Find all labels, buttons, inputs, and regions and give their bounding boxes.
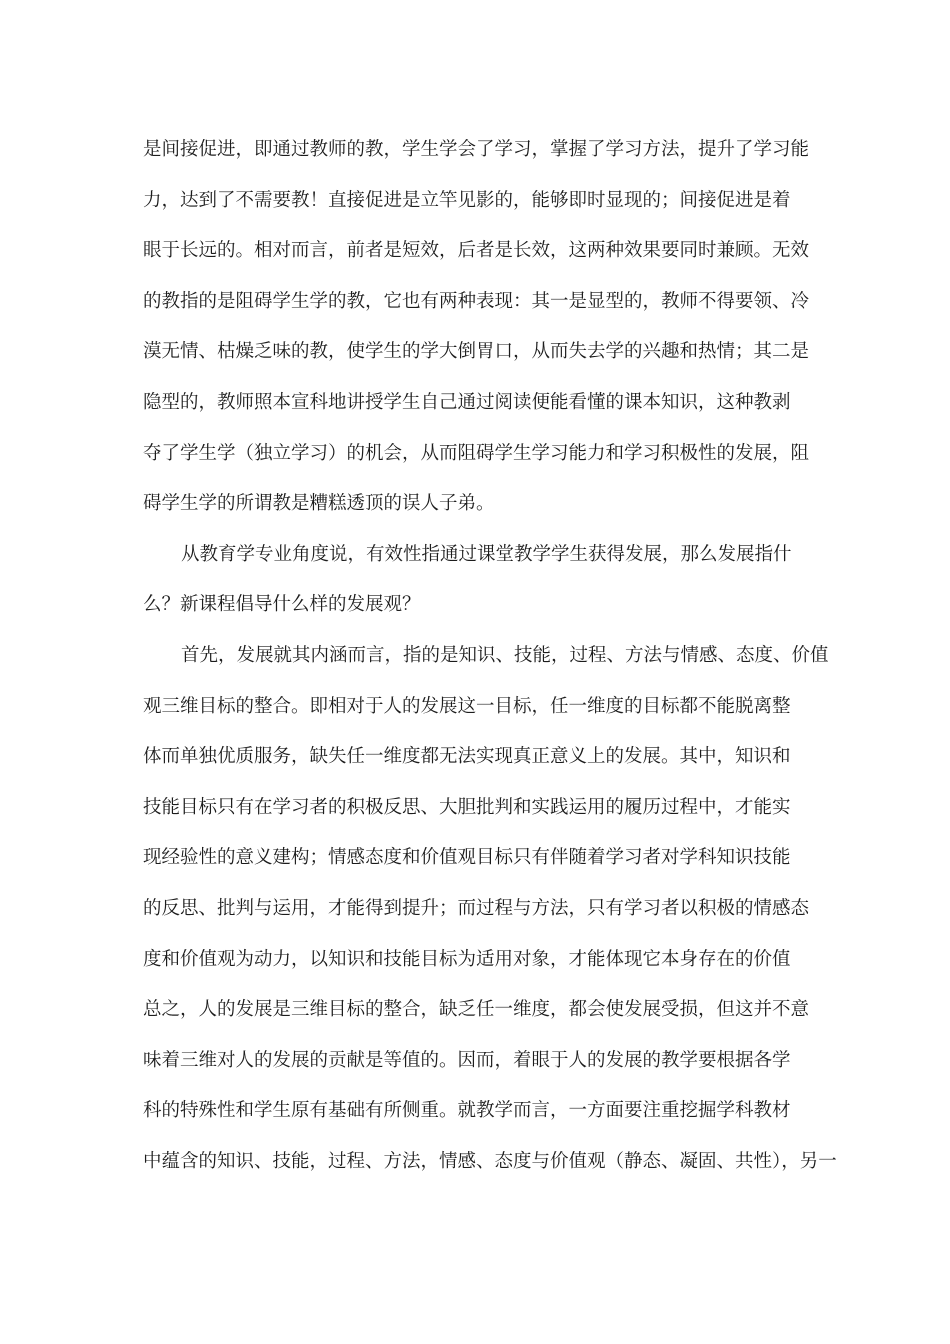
text-line: 观三维目标的整合。即相对于人的发展这一目标，任一维度的目标都不能脱离整 <box>143 695 791 717</box>
text-line: 科的特殊性和学生原有基础有所侧重。就教学而言，一方面要注重挖掘学科教材 <box>143 1100 791 1122</box>
text-line: 从教育学专业角度说，有效性指通过课堂教学学生获得发展，那么发展指什 <box>181 543 792 565</box>
text-line: 力，达到了不需要教！直接促进是立竿见影的，能够即时显现的；间接促进是着 <box>143 189 791 211</box>
body-text <box>143 125 837 1187</box>
text-line: 总之，人的发展是三维目标的整合，缺乏任一维度，都会使发展受损，但这并不意 <box>143 999 810 1021</box>
text-line: 眼于长远的。相对而言，前者是短效，后者是长效，这两种效果要同时兼顾。无效 <box>143 240 810 262</box>
text-line: 么？新课程倡导什么样的发展观？ <box>143 594 421 616</box>
text-line: 是间接促进，即通过教师的教，学生学会了学习，掌握了学习方法，提升了学习能 <box>143 139 810 160</box>
text-line: 技能目标只有在学习者的积极反思、大胆批判和实践运用的履历过程中，才能实 <box>143 796 791 818</box>
text-line: 味着三维对人的发展的贡献是等值的。因而，着眼于人的发展的教学要根据各学 <box>143 1049 791 1071</box>
text-line: 度和价值观为动力，以知识和技能目标为适用对象，才能体现它本身存在的价值 <box>143 948 791 970</box>
text-line: 碍学生学的所谓教是糟糕透顶的误人子弟。 <box>143 493 495 515</box>
text-line: 隐型的，教师照本宣科地讲授学生自己通过阅读便能看懂的课本知识，这种教剥 <box>143 391 791 413</box>
text-line: 体而单独优质服务，缺失任一维度都无法实现真正意义上的发展。其中，知识和 <box>143 746 791 768</box>
text-line: 首先，发展就其内涵而言，指的是知识、技能，过程、方法与情感、态度、价值 <box>181 644 829 666</box>
text-line: 中蕴含的知识、技能，过程、方法，情感、态度与价值观（静态、凝固、共性），另一 <box>143 1150 837 1172</box>
text-line: 的反思、批判与运用，才能得到提升；而过程与方法，只有学习者以积极的情感态 <box>143 897 810 919</box>
text-line: 的教指的是阻碍学生学的教，它也有两种表现：其一是显型的，教师不得要领、冷 <box>143 290 810 312</box>
text-line: 夺了学生学（独立学习）的机会，从而阻碍学生学习能力和学习积极性的发展，阻 <box>143 442 810 464</box>
text-line: 漠无情、枯燥乏味的教，使学生的学大倒胃口，从而失去学的兴趣和热情；其二是 <box>143 341 810 363</box>
text-line: 现经验性的意义建构；情感态度和价值观目标只有伴随着学习者对学科知识技能 <box>143 847 791 869</box>
